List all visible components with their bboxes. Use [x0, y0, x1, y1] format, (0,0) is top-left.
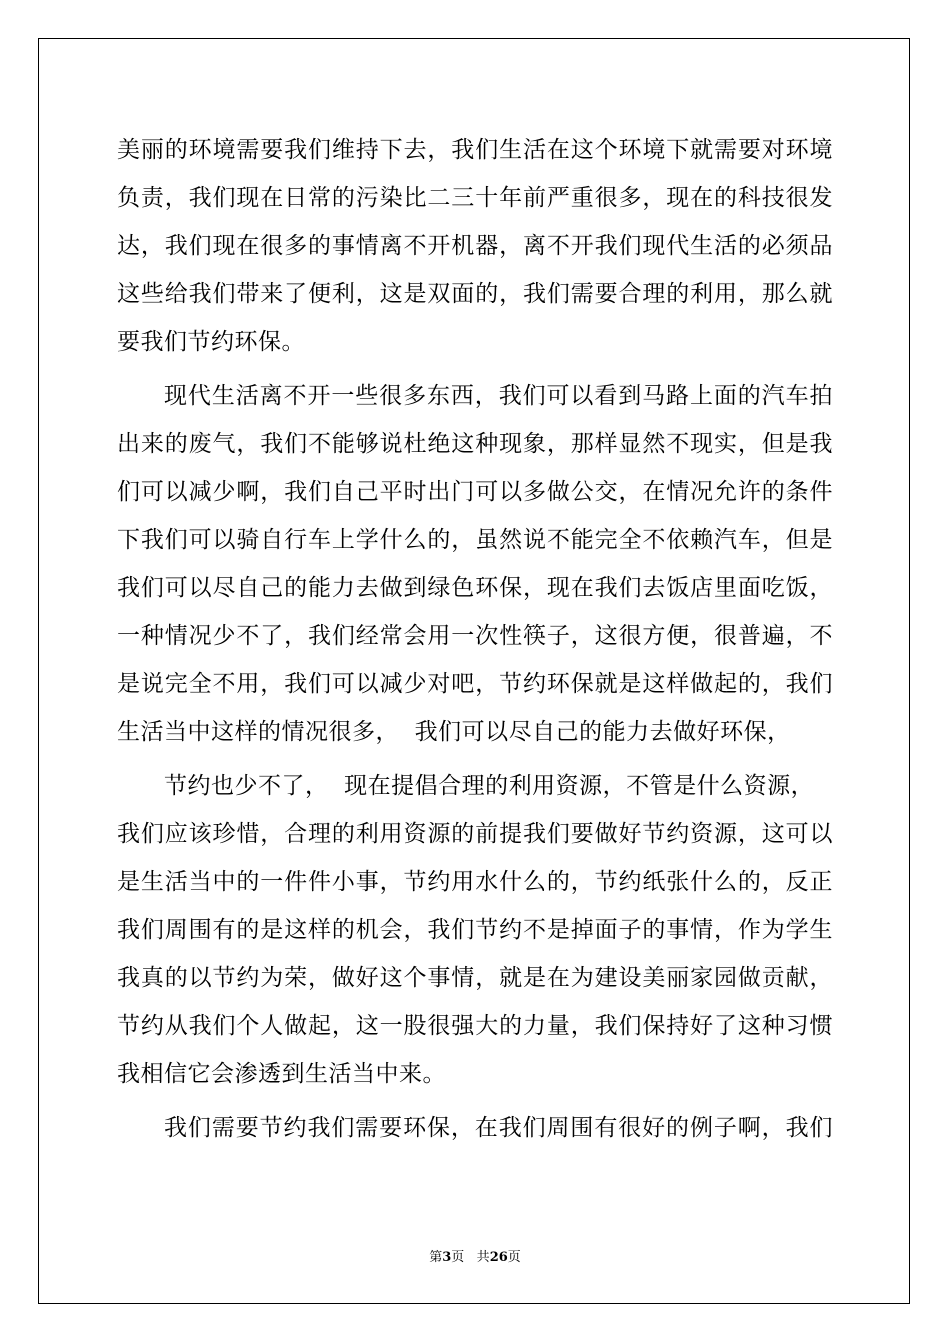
page-prefix: 第	[429, 1250, 443, 1265]
text-line: 是生活当中的一件件小事，节约用水什么的，节约纸张什么的，反正	[117, 869, 833, 895]
page-suffix: 页	[451, 1250, 465, 1265]
text-line: 是说完全不用，我们可以减少对吧，节约环保就是这样做起的，我们	[117, 671, 833, 697]
paragraph-first-line: 我们需要节约我们需要环保，在我们周围有很好的例子啊，我们	[164, 1115, 833, 1141]
text-line: 达，我们现在很多的事情离不开机器，离不开我们现代生活的必须品	[117, 233, 833, 259]
text-line: 一种情况少不了，我们经常会用一次性筷子，这很方便，很普遍，不	[117, 623, 833, 649]
text-line: 节约从我们个人做起，这一股很强大的力量，我们保持好了这种习惯	[117, 1013, 833, 1039]
text-line: 我们周围有的是这样的机会，我们节约不是掉面子的事情，作为学生	[117, 917, 833, 943]
text-line: 生活当中这样的情况很多， 我们可以尽自己的能力去做好环保，	[117, 719, 791, 745]
text-line: 美丽的环境需要我们维持下去，我们生活在这个环境下就需要对环境	[117, 137, 833, 163]
page-number: 3	[442, 1250, 452, 1265]
page-footer	[0, 1246, 950, 1265]
text-line: 我相信它会渗透到生活当中来。	[117, 1061, 446, 1087]
text-line: 这些给我们带来了便利，这是双面的，我们需要合理的利用，那么就	[117, 281, 833, 307]
text-line: 我们应该珍惜，合理的利用资源的前提我们要做好节约资源，这可以	[117, 821, 833, 847]
text-line: 们可以减少啊，我们自己平时出门可以多做公交，在情况允许的条件	[117, 479, 833, 505]
text-line: 下我们可以骑自行车上学什么的，虽然说不能完全不依赖汽车，但是	[117, 527, 833, 553]
text-line: 出来的废气，我们不能够说杜绝这种现象，那样显然不现实，但是我	[117, 431, 833, 457]
text-line: 我们可以尽自己的能力去做到绿色环保，现在我们去饭店里面吃饭，	[117, 575, 833, 601]
text-line: 负责，我们现在日常的污染比二三十年前严重很多，现在的科技很发	[117, 185, 833, 211]
text-line: 我真的以节约为荣，做好这个事情，就是在为建设美丽家园做贡献，	[117, 965, 833, 991]
paragraph-first-line: 节约也少不了， 现在提倡合理的利用资源，不管是什么资源，	[164, 773, 815, 799]
total-pages: 26	[489, 1250, 508, 1265]
paragraph-first-line: 现代生活离不开一些很多东西，我们可以看到马路上面的汽车拍	[164, 383, 833, 409]
text-line: 要我们节约环保。	[117, 329, 305, 355]
total-suffix: 页	[507, 1250, 521, 1265]
total-prefix: 共	[476, 1250, 490, 1265]
